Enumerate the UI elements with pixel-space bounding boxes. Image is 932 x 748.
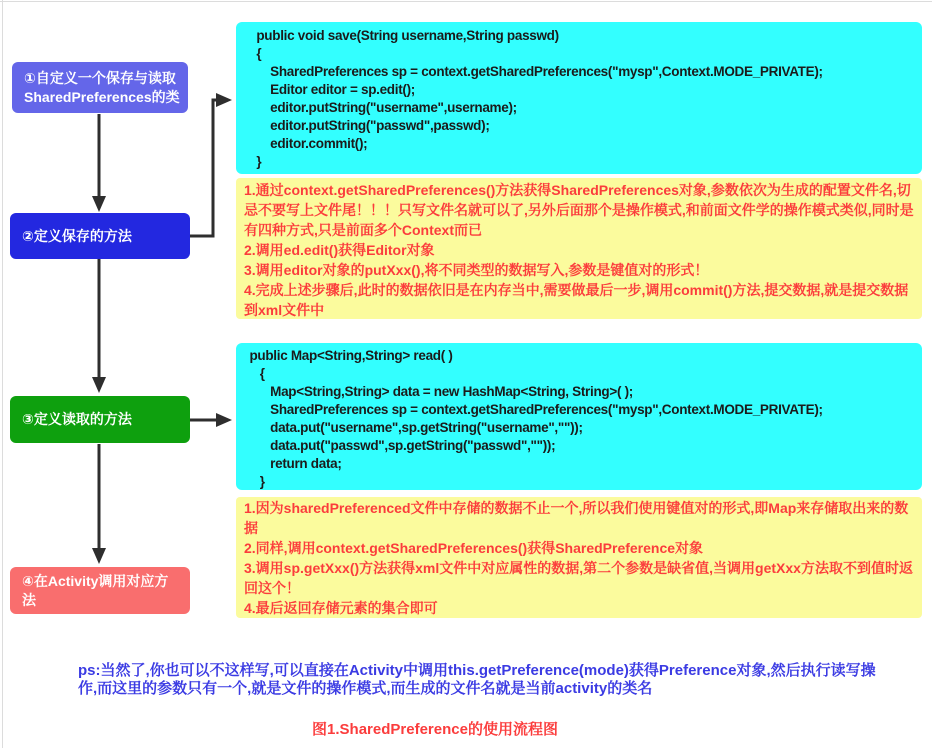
note-item: 3.调用sp.getXxx()方法获得xml文件中对应属性的数据,第二个参数是缺省值,当调用getXxx方法取不到值时返回这个！ [244, 560, 913, 596]
arrowhead-right-2 [216, 413, 232, 427]
note-item: 4.最后返回存储元素的集合即可 [244, 600, 438, 616]
flow-step-define-read [10, 396, 190, 443]
flow-step-label: ②定义保存的方法 [22, 227, 132, 244]
code-line: data.put("passwd",sp.getString("passwd","")); [246, 438, 556, 453]
code-line: editor.putString("username",username); [246, 100, 517, 115]
note-item: 4.完成上述步骤后,此时的数据依旧是在内存当中,需要做最后一步,调用commit()方法,提交数据,就是提交数据到xml文件中 [244, 282, 909, 318]
code-line: editor.commit(); [246, 136, 368, 151]
read-code-block [236, 343, 922, 490]
code-line: } [246, 154, 262, 169]
arrow-step2-savecode [190, 100, 217, 236]
code-line: SharedPreferences sp = context.getSharedPreferences("mysp",Context.MODE_PRIVATE); [246, 64, 823, 79]
arrowhead-down-3 [92, 548, 106, 564]
code-line: SharedPreferences sp = context.getSharedPreferences("mysp",Context.MODE_PRIVATE); [246, 402, 823, 417]
code-line: return data; [246, 456, 342, 471]
arrowhead-right-1 [216, 93, 232, 107]
arrowhead-down-1 [92, 196, 106, 212]
top-border-line [0, 1, 932, 2]
flow-step-label: ③定义读取的方法 [22, 411, 132, 427]
code-line: public void save(String username,String passwd) [246, 28, 559, 43]
read-note-block [236, 497, 922, 618]
flow-step-define-save [10, 213, 190, 259]
note-item: 3.调用editor对象的putXxx(),将不同类型的数据写入,参数是键值对的形式！ [244, 262, 709, 278]
code-line: { [246, 46, 262, 61]
figure-caption: 图1.SharedPreference的使用流程图 [312, 721, 558, 738]
note-item: 2.调用ed.edit()获得Editor对象 [244, 242, 435, 258]
flow-step-label: ①自定义一个保存与读取SharedPreferences的类 [24, 69, 180, 105]
code-line: { [246, 366, 265, 381]
save-code-block [236, 22, 922, 174]
arrowhead-down-2 [92, 377, 106, 393]
save-note-block [236, 178, 922, 319]
code-line: Editor editor = sp.edit(); [246, 82, 415, 97]
code-line: public Map<String,String> read( ) [246, 348, 453, 363]
flow-step-label: ④在Activity调用对应方法 [22, 572, 169, 608]
code-line: data.put("username",sp.getString("username","")); [246, 420, 583, 435]
note-item: 2.同样,调用context.getSharedPreferences()获得SharedPreference对象 [244, 540, 704, 556]
flow-step-define-class [12, 62, 188, 113]
left-border-line [2, 0, 3, 748]
code-line: editor.putString("passwd",passwd); [246, 118, 490, 133]
note-item: 1.通过context.getSharedPreferences()方法获得SharedPreferences对象,参数依次为生成的配置文件名,切忌不要写上文件尾！！！只写文件名就可以了,另外后面那个是操作模式,和前面文件学的操作模式类似,同时是有四种方式,只是前面多个Context而已 [244, 182, 914, 238]
code-line: } [246, 474, 265, 489]
flow-step-call-in-activity [10, 567, 190, 614]
ps-note: ps:当然了,你也可以不这样写,可以直接在Activity中调用this.getPreference(mode)获得Preference对象,然后执行读写操作,而这里的参数只有一个,就是文件的操作模式,而生成的文件名就是当前activity的类名 [78, 662, 876, 697]
note-item: 1.因为sharedPreferenced文件中存储的数据不止一个,所以我们使用键值对的形式,即Map来存储取出来的数据 [244, 500, 909, 536]
code-line: Map<String,String> data = new HashMap<String, String>( ); [246, 384, 633, 399]
